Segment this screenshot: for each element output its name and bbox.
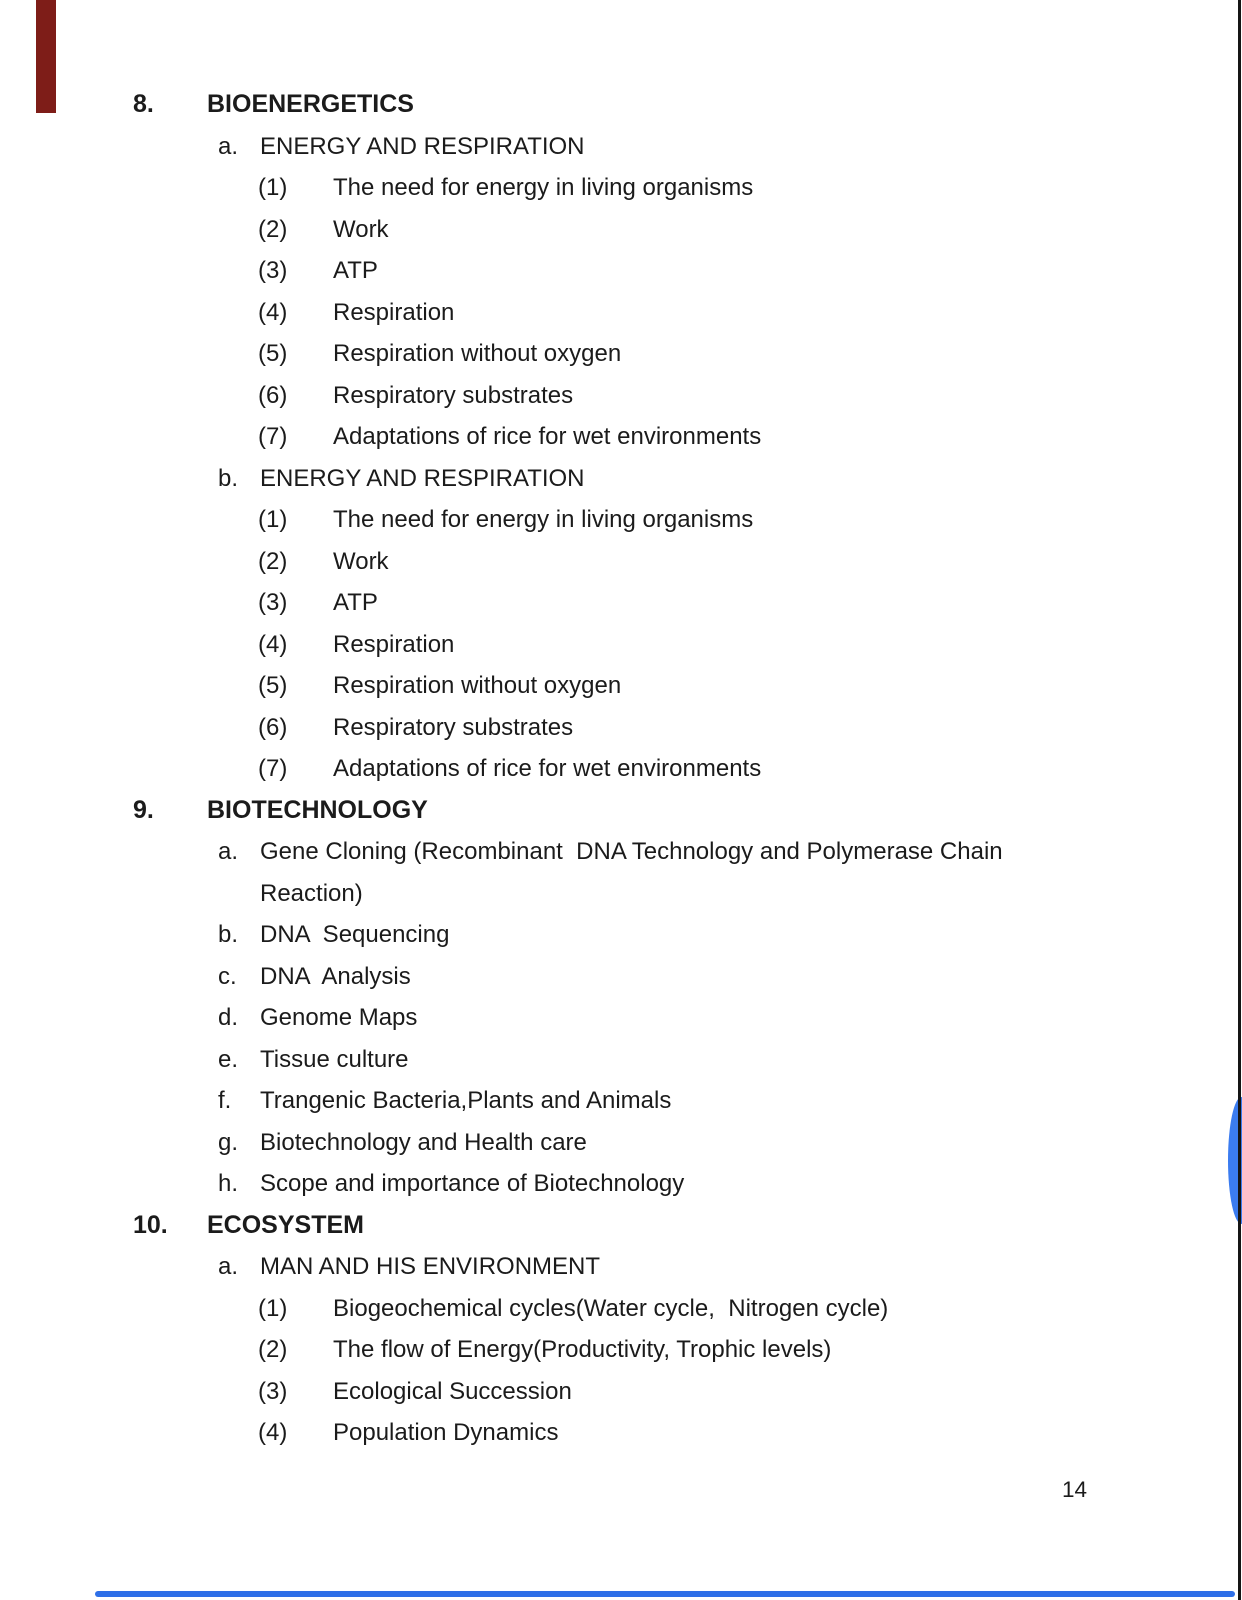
list-item — [0, 748, 1242, 790]
page-number: 14 — [1062, 1477, 1088, 1502]
subsection-heading — [0, 1122, 1242, 1164]
topic-marker: (6) — [258, 381, 288, 409]
topic-text: Respiratory substrates — [333, 713, 574, 741]
topic-marker: (7) — [258, 423, 288, 450]
list-item — [0, 250, 1242, 292]
topic-text: ATP — [333, 257, 378, 284]
list-item — [0, 707, 1242, 749]
subsection-title: Scope and importance of Biotechnology — [260, 1170, 685, 1197]
subsection-marker: f. — [218, 1087, 232, 1114]
section-number: 8. — [133, 90, 154, 118]
topic-marker: (1) — [258, 506, 288, 533]
list-item — [0, 416, 1242, 458]
subsection-title: Tissue culture — [260, 1045, 409, 1073]
list-item — [0, 292, 1242, 334]
subsection-marker: e. — [218, 1045, 239, 1073]
topic-marker: (3) — [258, 1377, 288, 1405]
subsection-heading — [0, 458, 1242, 500]
topic-text: Population Dynamics — [333, 1419, 559, 1446]
topic-text: ATP — [333, 589, 378, 616]
subsection-title: DNA Analysis — [260, 962, 411, 990]
syllabus-content — [0, 84, 1242, 1454]
subsection-marker: b. — [218, 921, 239, 948]
topic-marker: (2) — [258, 547, 288, 575]
subsection-title: Genome Maps — [260, 1004, 418, 1031]
list-item — [0, 333, 1242, 375]
topic-text: Respiration without oxygen — [333, 672, 622, 699]
subsection-heading — [0, 1039, 1242, 1081]
subsection-heading — [0, 831, 1242, 914]
section-title: ECOSYSTEM — [207, 1210, 364, 1239]
subsection-title: ENERGY AND RESPIRATION — [260, 132, 585, 160]
topic-marker: (4) — [258, 1419, 288, 1446]
list-item — [0, 541, 1242, 583]
topic-text: The flow of Energy(Productivity, Trophic levels) — [333, 1336, 832, 1363]
subsection-marker: b. — [218, 464, 239, 492]
subsection-heading — [0, 1080, 1242, 1122]
topic-marker: (2) — [258, 215, 288, 243]
section-heading — [0, 84, 1242, 126]
subsection-heading — [0, 914, 1242, 956]
topic-text: Adaptations of rice for wet environments — [333, 423, 762, 450]
section-title: BIOENERGETICS — [207, 90, 414, 118]
subsection-title: DNA Sequencing — [260, 921, 450, 948]
topic-text: Biogeochemical cycles(Water cycle, Nitrogen cycle) — [333, 1294, 889, 1322]
subsection-title: ENERGY AND RESPIRATION — [260, 464, 585, 492]
list-item — [0, 499, 1242, 541]
topic-marker: (2) — [258, 1336, 288, 1363]
topic-text: The need for energy in living organisms — [333, 506, 754, 533]
topic-marker: (5) — [258, 340, 288, 367]
list-item — [0, 1412, 1242, 1454]
list-item — [0, 624, 1242, 666]
topic-marker: (4) — [258, 298, 288, 326]
topic-text: Ecological Succession — [333, 1377, 572, 1405]
subsection-heading — [0, 1163, 1242, 1205]
list-item — [0, 167, 1242, 209]
subsection-marker: a. — [218, 132, 239, 160]
topic-marker: (1) — [258, 1294, 288, 1322]
topic-text: Respiration — [333, 630, 455, 658]
subsection-marker: a. — [218, 838, 239, 865]
section-heading — [0, 790, 1242, 832]
list-item — [0, 582, 1242, 624]
subsection-marker: g. — [218, 1128, 239, 1156]
topic-marker: (5) — [258, 672, 288, 699]
section-number: 10. — [133, 1210, 168, 1239]
topic-marker: (1) — [258, 174, 288, 201]
topic-text: Work — [333, 547, 389, 575]
list-item — [0, 209, 1242, 251]
list-item — [0, 1288, 1242, 1330]
topic-marker: (6) — [258, 713, 288, 741]
topic-marker: (3) — [258, 589, 288, 616]
subsection-heading — [0, 956, 1242, 998]
subsection-marker: h. — [218, 1170, 239, 1197]
subsection-title: Gene Cloning (Recombinant DNA Technology and Polymerase Chain Reaction) — [260, 838, 1010, 907]
bottom-scrollbar[interactable] — [95, 1591, 1235, 1597]
subsection-title: Trangenic Bacteria,Plants and Animals — [260, 1087, 672, 1114]
subsection-title: Biotechnology and Health care — [260, 1128, 587, 1156]
topic-text: Adaptations of rice for wet environments — [333, 755, 762, 782]
section-number: 9. — [133, 795, 154, 824]
topic-marker: (7) — [258, 755, 288, 782]
subsection-marker: c. — [218, 962, 237, 990]
topic-text: Respiration without oxygen — [333, 340, 622, 367]
topic-text: Respiratory substrates — [333, 381, 574, 409]
subsection-heading — [0, 126, 1242, 168]
section-heading — [0, 1205, 1242, 1247]
list-item — [0, 375, 1242, 417]
section-title: BIOTECHNOLOGY — [207, 795, 428, 824]
bookmark-ribbon — [36, 0, 56, 113]
topic-text: The need for energy in living organisms — [333, 174, 754, 201]
subsection-title: MAN AND HIS ENVIRONMENT — [260, 1253, 601, 1280]
topic-text: Respiration — [333, 298, 455, 326]
subsection-marker: a. — [218, 1253, 239, 1280]
list-item — [0, 665, 1242, 707]
topic-marker: (3) — [258, 257, 288, 284]
subsection-heading — [0, 997, 1242, 1039]
topic-text: Work — [333, 215, 389, 243]
subsection-marker: d. — [218, 1004, 239, 1031]
list-item — [0, 1371, 1242, 1413]
subsection-heading — [0, 1246, 1242, 1288]
topic-marker: (4) — [258, 630, 288, 658]
list-item — [0, 1329, 1242, 1371]
page-edge-line — [1238, 0, 1241, 1600]
